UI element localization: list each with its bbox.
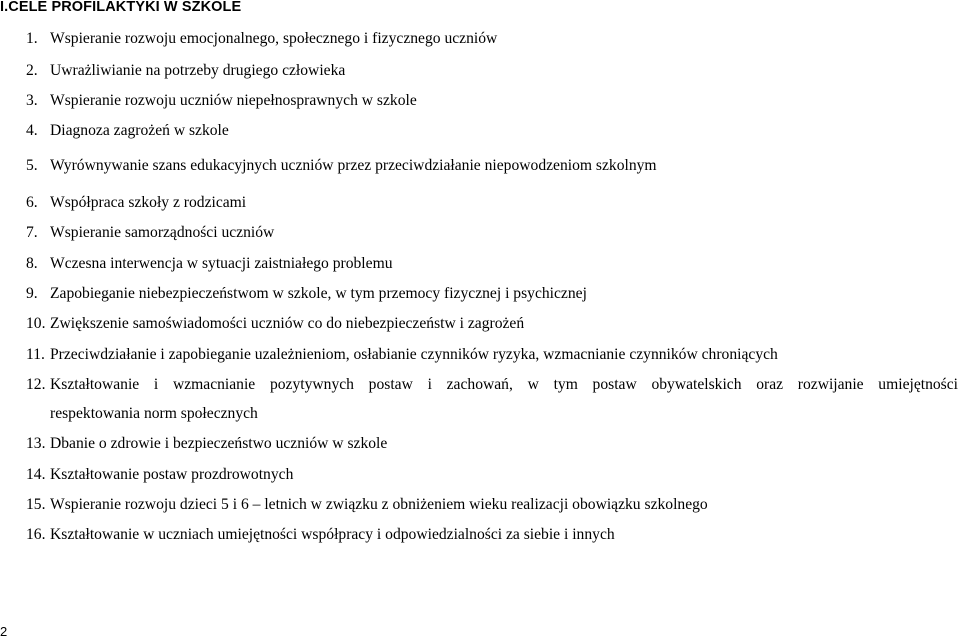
list-item: 9. Zapobieganie niebezpieczeństwom w szkole, w tym przemocy fizycznej i psychicznej	[26, 285, 587, 302]
list-item: 8. Wczesna interwencja w sytuacji zaistniałego problemu	[26, 255, 393, 272]
list-item: 12. Kształtowanie i wzmacnianie pozytywnych postaw i zachowań, w tym postaw obywatelskich oraz rozwijanie umiejętności respektowania norm społecznych	[26, 376, 958, 422]
list-item: 4. Diagnoza zagrożeń w szkole	[26, 122, 229, 139]
list-item: 15. Wspieranie rozwoju dzieci 5 i 6 – letnich w związku z obniżeniem wieku realizacji obowiązku szkolnego	[26, 496, 708, 513]
list-item: 11. Przeciwdziałanie i zapobieganie uzależnieniom, osłabianie czynników ryzyka, wzmacnianie czynników chroniących	[26, 346, 778, 363]
list-item: 14. Kształtowanie postaw prozdrowotnych	[26, 466, 294, 483]
list-item: 13. Dbanie o zdrowie i bezpieczeństwo uczniów w szkole	[26, 435, 388, 452]
page-number: 2	[0, 624, 8, 639]
list-item: 2. Uwrażliwianie na potrzeby drugiego człowieka	[26, 62, 346, 79]
list-item: 7. Wspieranie samorządności uczniów	[26, 224, 275, 241]
list-item: 16. Kształtowanie w uczniach umiejętności współpracy i odpowiedzialności za siebie i innych	[26, 526, 615, 543]
list-item: 1. Wspieranie rozwoju emocjonalnego, społecznego i fizycznego uczniów	[26, 30, 498, 47]
list-item: 3. Wspieranie rozwoju uczniów niepełnosprawnych w szkole	[26, 92, 417, 109]
list-item: 5. Wyrównywanie szans edukacyjnych uczniów przez przeciwdziałanie niepowodzeniom szkolnym	[26, 157, 657, 174]
section-heading: I.CELE PROFILAKTYKI W SZKOLE	[0, 0, 242, 15]
list-item: 10. Zwiększenie samoświadomości uczniów co do niebezpieczeństw i zagrożeń	[26, 315, 525, 332]
list-item: 6. Współpraca szkoły z rodzicami	[26, 194, 247, 211]
